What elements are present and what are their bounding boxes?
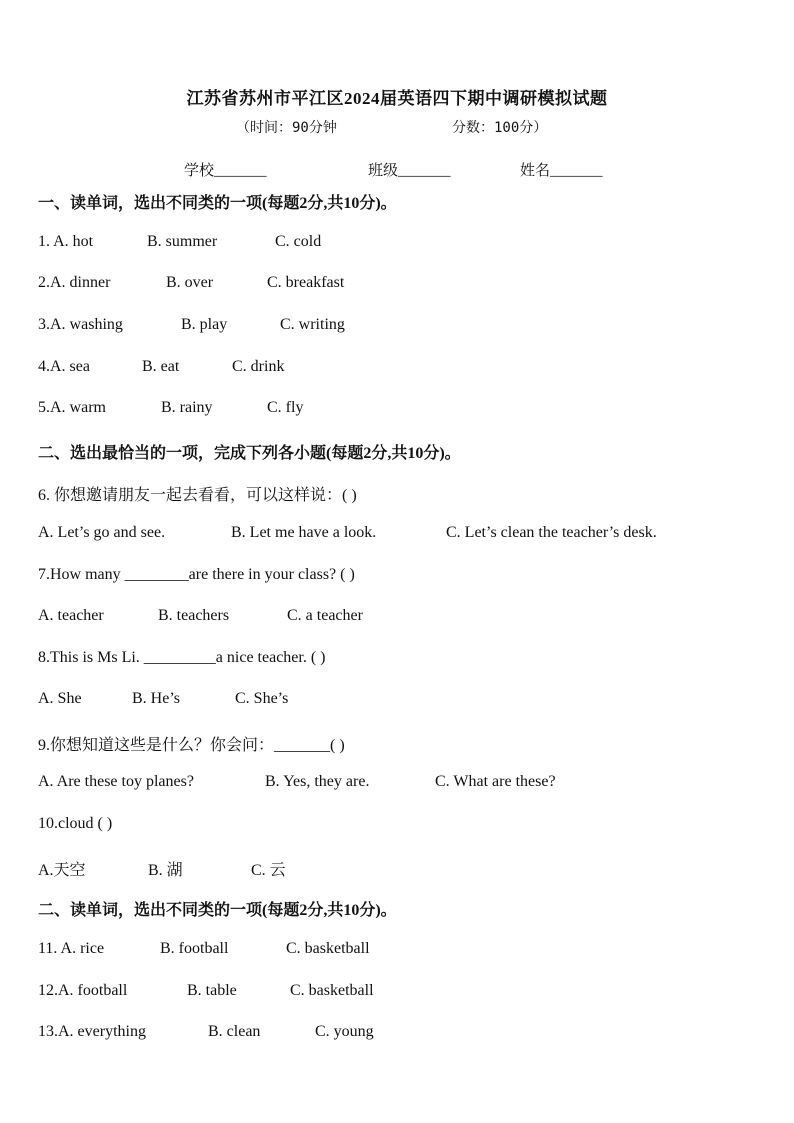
q13-option-c: C. young bbox=[315, 1023, 374, 1040]
q12-option-a: 12.A. football bbox=[38, 982, 128, 999]
q2-option-b: B. over bbox=[166, 274, 214, 291]
q12-option-b: B. table bbox=[187, 982, 237, 999]
q11-option-c: C. basketball bbox=[286, 940, 370, 957]
q9-option-c: C. What are these? bbox=[435, 773, 556, 790]
q7-option-b: B. teachers bbox=[158, 607, 230, 624]
q8-option-b: B. He’s bbox=[132, 690, 180, 707]
q5-option-c: C. fly bbox=[267, 399, 304, 416]
q6-option-b: B. Let me have a look. bbox=[231, 524, 377, 541]
question-10-stem: 10.cloud ( ) bbox=[38, 815, 113, 832]
q4-option-b: B. eat bbox=[142, 358, 180, 375]
exam-time: （时间：90分钟 bbox=[236, 120, 337, 136]
q3-option-b: B. play bbox=[181, 316, 228, 333]
name-field: 姓名_______ bbox=[520, 163, 603, 179]
q10-option-b: B. 湖 bbox=[148, 862, 183, 879]
q7-option-a: A. teacher bbox=[38, 607, 104, 624]
q13-option-a: 13.A. everything bbox=[38, 1023, 146, 1040]
q12-option-c: C. basketball bbox=[290, 982, 374, 999]
q1-option-c: C. cold bbox=[275, 233, 322, 250]
q6-option-a: A. Let’s go and see. bbox=[38, 524, 166, 541]
q1-option-b: B. summer bbox=[147, 233, 218, 250]
question-8-stem: 8.This is Ms Li. _________a nice teacher. ( ) bbox=[38, 649, 326, 666]
q11-option-b: B. football bbox=[160, 940, 229, 957]
q3-option-c: C. writing bbox=[280, 316, 345, 333]
q8-option-c: C. She’s bbox=[235, 690, 289, 707]
section-3-heading: 二、读单词，选出不同类的一项(每题2分,共10分)。 bbox=[38, 902, 397, 919]
q4-option-c: C. drink bbox=[232, 358, 285, 375]
q10-option-a: A.天空 bbox=[38, 862, 86, 879]
q13-option-b: B. clean bbox=[208, 1023, 261, 1040]
question-6-stem: 6. 你想邀请朋友一起去看看，可以这样说：( ) bbox=[38, 487, 357, 504]
q6-option-c: C. Let’s clean the teacher’s desk. bbox=[446, 524, 657, 541]
q8-option-a: A. She bbox=[38, 690, 82, 707]
exam-title: 江苏省苏州市平江区2024届英语四下期中调研模拟试题 bbox=[186, 89, 608, 108]
school-field: 学校_______ bbox=[184, 163, 267, 179]
q7-option-c: C. a teacher bbox=[287, 607, 363, 624]
q5-option-b: B. rainy bbox=[161, 399, 213, 416]
q11-option-a: 11. A. rice bbox=[38, 940, 105, 957]
q3-option-a: 3.A. washing bbox=[38, 316, 123, 333]
q5-option-a: 5.A. warm bbox=[38, 399, 106, 416]
section-2-heading: 二、选出最恰当的一项，完成下列各小题(每题2分,共10分)。 bbox=[38, 445, 461, 462]
q2-option-c: C. breakfast bbox=[267, 274, 345, 291]
q4-option-a: 4.A. sea bbox=[38, 358, 90, 375]
q2-option-a: 2.A. dinner bbox=[38, 274, 111, 291]
q10-option-c: C. 云 bbox=[251, 862, 286, 879]
q1-option-a: 1. A. hot bbox=[38, 233, 94, 250]
q9-option-a: A. Are these toy planes? bbox=[38, 773, 194, 790]
q9-option-b: B. Yes, they are. bbox=[265, 773, 370, 790]
question-9-stem: 9.你想知道这些是什么？你会问：_______( ) bbox=[38, 737, 345, 754]
question-7-stem: 7.How many ________are there in your class? ( ) bbox=[38, 566, 355, 583]
class-field: 班级_______ bbox=[368, 163, 451, 179]
exam-score: 分数：100分） bbox=[452, 120, 548, 136]
section-1-heading: 一、读单词，选出不同类的一项(每题2分,共10分)。 bbox=[38, 195, 397, 212]
